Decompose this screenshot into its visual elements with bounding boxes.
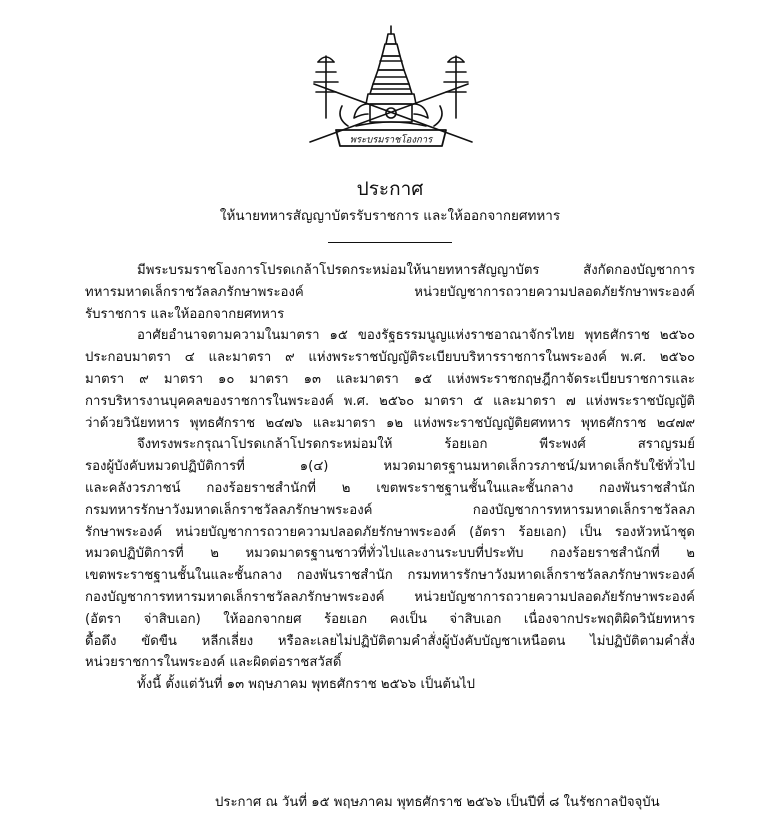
paragraph-3-line: (อัตรา จ่าสิบเอก) ให้ออกจากยศ ร้อยเอก คงเป็น จ่าสิบเอก เนื่องจากประพฤติผิดวินัยทหาร bbox=[85, 611, 695, 627]
paragraph-1-line: รับราชการ และให้ออกจากยศทหาร bbox=[85, 306, 285, 322]
paragraph-1-line: ทหารมหาดเล็กราชวัลลภรักษาพระองค์ หน่วยบัญชาการถวายความปลอดภัยรักษาพระองค์ bbox=[85, 284, 695, 300]
royal-emblem-icon bbox=[296, 22, 486, 154]
paragraph-3-line: จึงทรงพระกรุณาโปรดเกล้าโปรดกระหม่อมให้ ร้อยเอก พีระพงศ์ สราญรมย์ bbox=[137, 437, 695, 453]
paragraph-3-line: หมวดปฏิบัติการที่ ๒ หมวดมาตรฐานชาวที่ทั่วไปและงานระบบที่ประทับ กองร้อยราชสำนักที่ ๒ bbox=[85, 546, 695, 562]
paragraph-2-line: ประกอบมาตรา ๔ และมาตรา ๙ แห่งพระราชบัญญัติระเบียบบริหารราชการในพระองค์ พ.ศ. ๒๕๖๐ bbox=[85, 350, 695, 366]
paragraph-2-line: การบริหารงานบุคคลของราชการในพระองค์ พ.ศ. ๒๕๖๐ มาตรา ๕ และมาตรา ๗ แห่งพระราชบัญญัติ bbox=[85, 393, 695, 409]
paragraph-3-line: และคลังวรภาชน์ กองร้อยราชสำนักที่ ๒ เขตพระราชฐานชั้นในและชั้นกลาง กองพันราชสำนัก bbox=[85, 480, 695, 496]
paragraph-3-line: กรมทหารรักษาวังมหาดเล็กราชวัลลภรักษาพระองค์ กองบัญชาการทหารมหาดเล็กราชวัลลภ bbox=[85, 502, 695, 518]
paragraph-3-line: รองผู้บังคับหมวดปฏิบัติการที่ ๑(๔) หมวดมาตรฐานมหาดเล็กวรภาชน์/มหาดเล็กรับใช้ทั่วไป bbox=[85, 459, 695, 475]
paragraph-3-line: ดื้อดึง ขัดขืน หลีกเลี่ยง หรือละเลยไม่ปฏิบัติตามคำสั่งผู้บังคับบัญชาเหนือตน ไม่ปฏิบัติตามคำสั่ง bbox=[85, 633, 695, 649]
paragraph-3-line: เขตพระราชฐานชั้นในและชั้นกลาง กองพันราชสำนัก กรมทหารรักษาวังมหาดเล็กราชวัลลภรักษาพระองค์ bbox=[85, 568, 695, 584]
svg-text:พระบรมราชโองการ: พระบรมราชโองการ bbox=[349, 134, 433, 146]
document-body bbox=[85, 260, 695, 696]
paragraph-4-line: ทั้งนี้ ตั้งแต่วันที่ ๑๓ พฤษภาคม พุทธศักราช ๒๕๖๖ เป็นต้นไป bbox=[137, 677, 475, 693]
paragraph-2-line: มาตรา ๙ มาตรา ๑๐ มาตรา ๑๓ และมาตรา ๑๕ แห่งพระราชกฤษฎีกาจัดระเบียบราชการและ bbox=[85, 371, 695, 387]
document-subtitle: ให้นายทหารสัญญาบัตรรับราชการ และให้ออกจากยศทหาร bbox=[219, 208, 561, 224]
paragraph-2-line: ว่าด้วยวินัยทหาร พุทธศักราช ๒๔๗๖ และมาตรา ๑๒ แห่งพระราชบัญญัติยศทหาร พุทธศักราช ๒๔๗๙ bbox=[85, 415, 695, 431]
document-title: ประกาศ bbox=[356, 178, 424, 200]
paragraph-3-line: หน่วยราชการในพระองค์ และผิดต่อราชสวัสดิ์ bbox=[85, 655, 342, 671]
paragraph-3-line: กองบัญชาการทหารมหาดเล็กราชวัลลภรักษาพระองค์ หน่วยบัญชาการถวายความปลอดภัยรักษาพระองค์ bbox=[85, 589, 695, 605]
paragraph-2-line: อาศัยอำนาจตามความในมาตรา ๑๕ ของรัฐธรรมนูญแห่งราชอาณาจักรไทย พุทธศักราช ๒๕๖๐ bbox=[137, 328, 695, 344]
closing-date-line: ประกาศ ณ วันที่ ๑๕ พฤษภาคม พุทธศักราช ๒๕๖๖ เป็นปีที่ ๘ ในรัชกาลปัจจุบัน bbox=[215, 795, 660, 810]
title-divider bbox=[328, 242, 452, 243]
paragraph-3-line: รักษาพระองค์ หน่วยบัญชาการถวายความปลอดภัยรักษาพระองค์ (อัตรา ร้อยเอก) เป็น รองหัวหน้าชุด bbox=[85, 524, 695, 540]
paragraph-1-line: มีพระบรมราชโองการโปรดเกล้าโปรดกระหม่อมให้นายทหารสัญญาบัตร สังกัดกองบัญชาการ bbox=[137, 263, 695, 278]
